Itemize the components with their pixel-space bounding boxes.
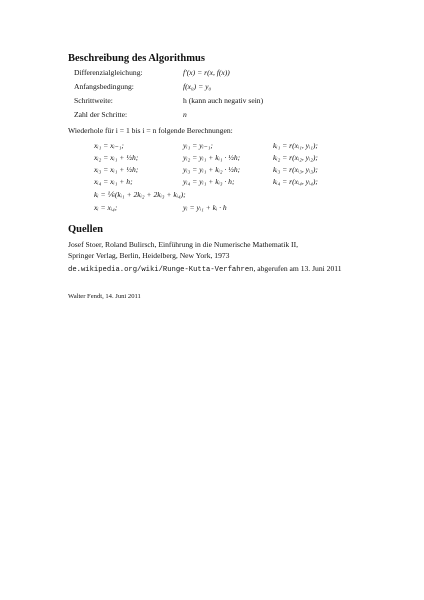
formula-k: kᵢ₁ = r(xᵢ₁, yᵢ₁); <box>273 141 318 150</box>
param-label: Anfangsbedingung: <box>74 82 134 91</box>
reference-line-1: Josef Stoer, Roland Bulirsch, Einführung in die Numerische Mathematik II, <box>68 240 298 249</box>
footer-author-date: Walter Fendt, 14. Juni 2011 <box>68 293 141 300</box>
formula-y: yᵢ₂ = yᵢ₁ + kᵢ₁ · ½h; <box>183 153 241 162</box>
formula-y: yᵢ₃ = yᵢ₁ + kᵢ₂ · ½h; <box>183 165 241 174</box>
reference-url: de.wikipedia.org/wiki/Runge-Kutta-Verfahren <box>68 266 254 274</box>
sources-heading: Quellen <box>68 224 104 235</box>
formula-final-y: yᵢ = yᵢ₁ + kᵢ · h <box>183 203 227 212</box>
formula-x: xᵢ₄ = xᵢ₁ + h; <box>94 177 133 186</box>
formula-final-x: xᵢ = xᵢ₄; <box>94 203 118 212</box>
formula-k: kᵢ₂ = r(xᵢ₂, yᵢ₂); <box>273 153 318 162</box>
param-label: Zahl der Schritte: <box>74 110 128 119</box>
formula-y: yᵢ₁ = yᵢ₋₁; <box>183 141 213 150</box>
param-label: Differenzialgleichung: <box>74 68 143 77</box>
reference-line-2: Springer Verlag, Berlin, Heidelberg, New York, 1973 <box>68 251 230 260</box>
formula-k-combined: kᵢ = ⅙(kᵢ₁ + 2kᵢ₂ + 2kᵢ₃ + kᵢ₄); <box>94 190 186 199</box>
reference-url-suffix: , abgerufen am 13. Juni 2011 <box>253 264 342 273</box>
param-value: f(x₀) = y₀ <box>183 82 212 91</box>
formula-k: kᵢ₃ = r(xᵢ₃, yᵢ₃); <box>273 165 318 174</box>
formula-k: kᵢ₄ = r(xᵢ₄, yᵢ₄); <box>273 177 318 186</box>
param-label: Schrittweite: <box>74 96 113 105</box>
param-value: h (kann auch negativ sein) <box>183 96 264 105</box>
formula-x: xᵢ₂ = xᵢ₁ + ½h; <box>94 153 139 162</box>
formula-x: xᵢ₃ = xᵢ₁ + ½h; <box>94 165 139 174</box>
param-value: n <box>183 110 187 119</box>
repeat-instruction: Wiederhole für i = 1 bis i = n folgende Berechnungen: <box>68 126 233 135</box>
param-value: f′(x) = r(x, f(x)) <box>183 68 230 77</box>
reference-web <box>68 264 342 274</box>
formula-y: yᵢ₄ = yᵢ₁ + kᵢ₃ · h; <box>183 177 235 186</box>
formula-x: xᵢ₁ = xᵢ₋₁; <box>94 141 124 150</box>
algorithm-heading: Beschreibung des Algorithmus <box>68 53 205 64</box>
